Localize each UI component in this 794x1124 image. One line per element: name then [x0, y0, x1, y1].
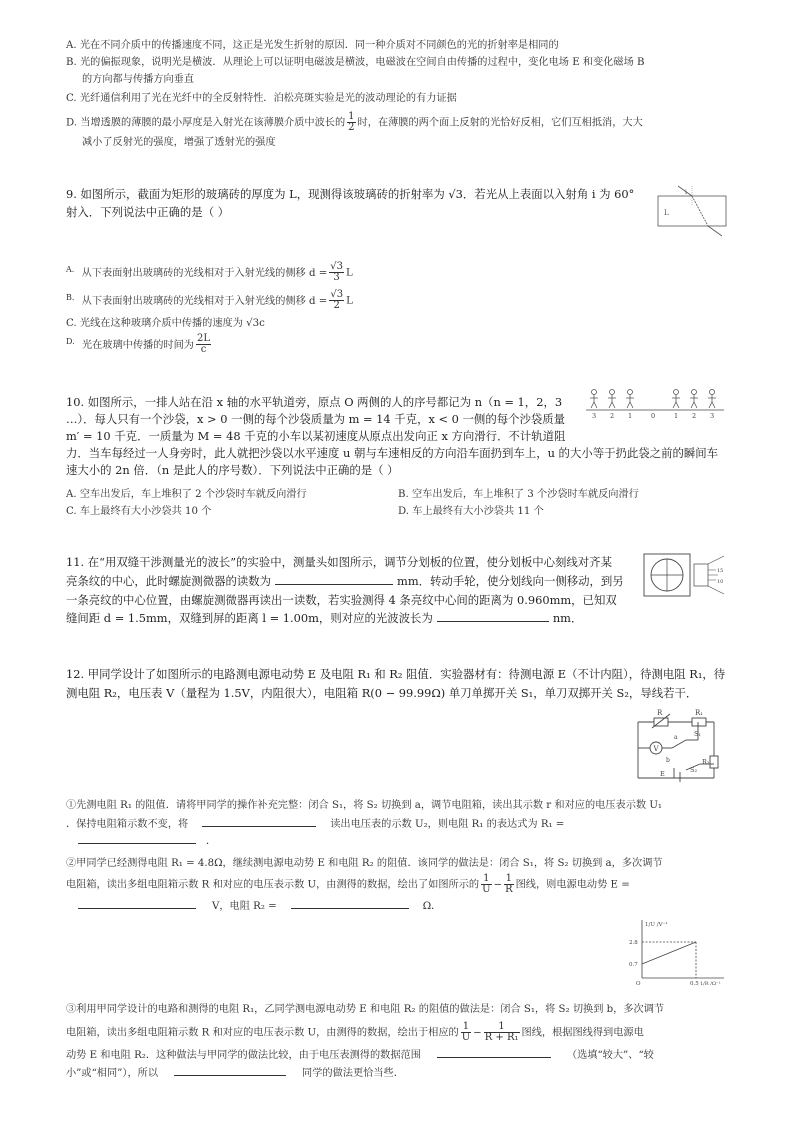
svg-text:1/R /Ω⁻¹: 1/R /Ω⁻¹: [700, 981, 721, 986]
q12-part2-line1: ②甲同学已经测得电阻 R₁ = 4.8Ω，继续测电源电动势 E 和电阻 R₂ 的阻值．该同学的做法是：闭合 S₁，将 S₂ 切换到 a，多次调节: [66, 858, 663, 869]
svg-text:E: E: [660, 770, 665, 778]
q12-part1-line1: ①先测电阻 R₁ 的阻值．请将甲同学的操作补充完整：闭合 S₁，将 S₂ 切换到 a，调节电阻箱，读出其示数 r 和对应的电压表示数 U₁: [66, 800, 663, 811]
svg-text:S₂: S₂: [690, 766, 698, 774]
q9-option-a: $^{A.}$ 从下表面射出玻璃砖的光线相对于入射光线的侧移 d = $\frac{√3}{3}$ L: [66, 261, 353, 283]
svg-text:10: 10: [717, 579, 724, 585]
svg-text:O: O: [636, 981, 641, 986]
q11-line4: 缝间距 d = 1.5mm，双缝到屏的距离 l = 1.00m，则对应的光波波长为 nm．: [66, 611, 583, 625]
q10-tick: 3: [592, 412, 597, 420]
q10-line2: …）．每人只有一个沙袋，x > 0 一侧的每个沙袋质量为 m = 14 千克，x < 0 一侧的每个沙袋质量: [66, 412, 566, 426]
svg-text:V: V: [653, 745, 659, 753]
q12-line2: 测电阻 R₂，电压表 V（量程为 1.5V，内阻很大），电阻箱 R(0 − 99.99Ω) 单刀单掷开关 S₁，单刀双掷开关 S₂，导线若干．: [66, 686, 698, 700]
q12-part3-line3: 动势 E 和电阻 R₂．这种做法与甲同学的做法比较，由于电压表测得的数据范围 （选填“较大”、“较: [66, 1046, 654, 1064]
svg-text:L: L: [664, 209, 669, 217]
q12-r1-expression-blank[interactable]: [78, 832, 196, 844]
q9-glass-diagram: [650, 182, 732, 244]
q11-measuring-head-diagram: [642, 552, 728, 598]
q12-graph: [628, 916, 728, 986]
q11-wavelength-blank[interactable]: [437, 610, 549, 622]
svg-text:b: b: [666, 757, 670, 764]
q9-stem-line1: 9. 如图所示，截面为矩形的玻璃砖的厚度为 L，现测得该玻璃砖的折射率为 √3．若光从上表面以入射角 i 为 60°: [66, 187, 635, 201]
q11-reading-blank[interactable]: [275, 573, 393, 585]
q12-student-blank[interactable]: [174, 1064, 286, 1076]
q10-tick: 2: [692, 412, 697, 420]
svg-text:R₁: R₁: [695, 709, 704, 717]
q12-part2-line3: V，电阻 R₂ = Ω．: [66, 897, 441, 915]
q11-line2: 亮条纹的中心，此时螺旋测微器的读数为 mm．转动手轮，使分划线向一侧移动，到另: [66, 574, 624, 588]
q10-tick: 1: [674, 412, 679, 420]
q9-option-b: $^{B.}$ 从下表面射出玻璃砖的光线相对于入射光线的侧移 d = $\frac{√3}{2}$ L: [66, 289, 353, 311]
q8-option-c: C. 光纤通信利用了光在光纤中的全反射特性．泊松亮斑实验是光的波动理论的有力证据: [66, 93, 457, 104]
q12-emf-blank[interactable]: [78, 897, 196, 909]
q12-part3-line4: 小”或“相同”），所以 同学的做法更恰当些．: [66, 1064, 404, 1082]
q9-stem-line2: 射入．下列说法中正确的是（ ）: [66, 205, 230, 219]
q10-tick: 2: [610, 412, 615, 420]
q10-option-c: C. 车上最终有大小沙袋共 10 个: [66, 506, 212, 517]
q11-line3: 一条亮纹的中心位置，由螺旋测微器再读出一读数，若实验测得 4 条亮纹中心间的距离为 0.960mm，已知双: [66, 593, 617, 607]
svg-text:15: 15: [717, 568, 724, 574]
q8-option-d-line1: [66, 112, 643, 133]
svg-text:S₁: S₁: [694, 730, 702, 738]
svg-text:0.7: 0.7: [629, 962, 638, 968]
q10-option-a: A. 空车出发后，车上堆积了 2 个沙袋时车就反向滑行: [66, 489, 307, 500]
q8-option-d-line2: 减小了反射光的强度，增强了透射光的强度: [82, 137, 276, 148]
q10-line3: m′ = 10 千克．一质量为 M = 48 千克的小车以某初速度从原点出发向正 x 方向滑行．不计轨道阻: [66, 429, 566, 443]
q12-circuit-diagram: [630, 706, 722, 782]
q12-r2-blank[interactable]: [291, 897, 409, 909]
q10-option-d: D. 车上最终有大小沙袋共 11 个: [398, 506, 544, 517]
q12-part3-line2: 电阻箱，读出多组电阻箱示数 R 和对应的电压表示数 U，由测得的数据，绘出于相应的 $\frac{1}{U}$ − $\frac{1}{\text{R + R₁}}$ 图线，根据图线得到电源电: [66, 1021, 644, 1043]
q9-option-c: C. 光线在这种玻璃介质中传播的速度为 √3c: [66, 318, 265, 329]
q10-tick: 0: [651, 412, 656, 420]
q9-option-d: $^{D.}$ 光在玻璃中传播的时间为 $\frac{2L}{c}$: [66, 333, 210, 355]
svg-text:1/U /V⁻¹: 1/U /V⁻¹: [645, 922, 668, 928]
q12-part3-line1: ③利用甲同学设计的电路和测得的电阻 R₁，乙同学测电源电动势 E 和电阻 R₂ 的阻值的做法是：闭合 S₁，将 S₂ 切换到 b，多次调节: [66, 1004, 665, 1015]
q12-range-blank[interactable]: [437, 1046, 551, 1058]
q8-fraction-half: $\frac{1}{2}$: [348, 111, 355, 133]
q8-option-d-text-b: 时，在薄膜的两个面上反射的光恰好反相，它们互相抵消，大大: [357, 117, 643, 129]
q12-line1: 12. 甲同学设计了如图所示的电路测电源电动势 E 及电阻 R₁ 和 R₂ 阻值．实验器材有：待测电源 E（不计内阻），待测电阻 R₁，待: [66, 667, 726, 681]
q12-part2-line2: 电阻箱，读出多组电阻箱示数 R 和对应的电压表示数 U，由测得的数据，绘出了如图所示的 $\frac{1}{U}$ − $\frac{1}{R}$ 图线，则电源电动势 E =: [66, 873, 630, 895]
q10-tick: 1: [628, 412, 633, 420]
q10-line1: 10. 如图所示，一排人站在沿 x 轴的水平轨道旁，原点 O 两侧的人的序号都记为 n（n = 1，2，3: [66, 395, 563, 409]
svg-text:R: R: [657, 709, 663, 717]
q8-option-a: A. 光在不同介质中的传播速度不同，这正是光发生折射的原因．同一种介质对不同颜色的光的折射率是相同的: [66, 40, 559, 51]
svg-text:a: a: [674, 734, 678, 741]
q8-option-b-line2: 的方向都与传播方向垂直: [82, 74, 195, 85]
q10-line4: 力．当车每经过一人身旁时，此人就把沙袋以水平速度 u 朝与车速相反的方向沿车面扔到车上，u 的大小等于扔此袋之前的瞬间车: [66, 446, 719, 460]
svg-text:i: i: [685, 189, 687, 196]
q11-line1: 11. 在“用双缝干涉测量光的波长”的实验中，测量头如图所示，调节分划板的位置，使分划板中心刻线对齐某: [66, 555, 612, 569]
svg-text:0.5: 0.5: [690, 981, 699, 986]
q8-option-b-line1: B. 光的偏振现象，说明光是横波．从理论上可以证明电磁波是横波，电磁波在空间自由传播的过程中，变化电场 E 和变化磁场 B: [66, 57, 645, 68]
q12-part1-line2: ．保持电阻箱示数不变，将 读出电压表的示数 U₂，则电阻 R₁ 的表达式为 R₁ =: [66, 815, 564, 833]
q12-operation-blank[interactable]: [202, 815, 316, 827]
q10-option-b: B. 空车出发后，车上堆积了 3 个沙袋时车就反向滑行: [398, 489, 639, 500]
q12-part1-line3: ．: [66, 832, 216, 850]
q8-option-d-text-a: D. 当增透膜的薄膜的最小厚度是入射光在该薄膜介质中波长的: [66, 117, 346, 129]
svg-text:R₂: R₂: [702, 758, 710, 766]
q10-line5: 速大小的 2n 倍．（n 是此人的序号数）．下列说法中正确的是（ ）: [66, 463, 399, 477]
svg-text:2.8: 2.8: [629, 940, 638, 946]
q10-people-diagram: [580, 386, 728, 420]
q10-tick: 3: [710, 412, 715, 420]
